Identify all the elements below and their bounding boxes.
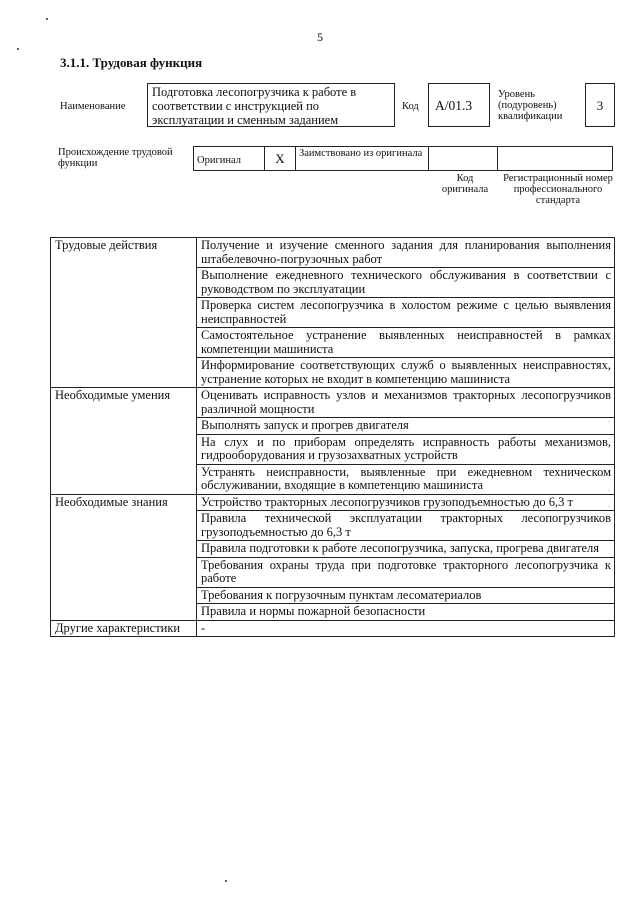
section-item: На слух и по приборам определять исправность работы механизмов, гидрооборудования и грузозахватных устройств: [197, 434, 615, 464]
section-item: Получение и изучение сменного задания для планирования выполнения штабелевочно-погрузочных работ: [197, 238, 615, 268]
level-box: [585, 83, 615, 127]
section-item: Правила технической эксплуатации тракторных лесопогрузчиков грузоподъемностью до 6,3 т: [197, 511, 615, 541]
section-title-cell: Трудовые действия: [51, 238, 197, 388]
origin-table: [193, 146, 613, 171]
borrowed-cell: [296, 147, 429, 171]
original-cell: [194, 147, 265, 171]
borrowed-label: Заимствовано из оригинала: [299, 148, 423, 159]
section-item: Правила подготовки к работе лесопогрузчика, запуска, прогрева двигателя: [197, 541, 615, 558]
function-details-table: [50, 237, 615, 637]
section-item: Оценивать исправность узлов и механизмов тракторных лесопогрузчиков различной мощности: [197, 388, 615, 418]
function-name-value: Подготовка лесопогрузчика к работе в соответствии с инструкцией по эксплуатации и сменным заданием: [152, 85, 357, 127]
section-item: Выполнение ежедневного технического обслуживания в соответствии с руководством по эксплуатации: [197, 268, 615, 298]
level-label: Уровень (подуровень) квалификации: [498, 89, 563, 122]
section-title-cell: Другие характеристики: [51, 620, 197, 637]
section-item: Требования к погрузочным пунктам лесоматериалов: [197, 587, 615, 604]
section-item: Выполнять запуск и прогрев двигателя: [197, 418, 615, 435]
original-code-cell: [429, 147, 498, 171]
page-number: 5: [317, 30, 323, 44]
original-label: Оригинал: [197, 154, 241, 166]
original-mark-cell: [265, 147, 296, 171]
origin-label: Происхождение трудовой функции: [58, 147, 173, 169]
section-title: 3.1.1. Трудовая функция: [60, 55, 203, 70]
section-item: Проверка систем лесопогрузчика в холостом режиме с целью выявления неисправностей: [197, 298, 615, 328]
section-title-cell: Необходимые умения: [51, 388, 197, 495]
scan-speck: [225, 880, 227, 882]
section-item: Устройство тракторных лесопогрузчиков грузоподъемностью до 6,3 т: [197, 494, 615, 511]
scan-speck: [46, 18, 48, 20]
table-row: [51, 494, 615, 511]
scan-speck: [17, 48, 19, 50]
section-item: Правила и нормы пожарной безопасности: [197, 604, 615, 621]
section-item: Самостоятельное устранение выявленных неисправностей в рамках компетенции машиниста: [197, 328, 615, 358]
table-row: [51, 238, 615, 268]
level-value: 3: [596, 98, 604, 113]
section-item: Устранять неисправности, выявленные при ежедневном техническом обслуживании, входящие в компетенцию машиниста: [197, 464, 615, 494]
code-caption: Код оригинала: [441, 173, 489, 195]
name-label: Наименование: [60, 101, 126, 112]
original-mark: X: [275, 150, 285, 166]
code-box: [428, 83, 490, 127]
reg-caption: Регистрационный номер профессионального стандарта: [503, 173, 613, 206]
function-name-box: [147, 83, 395, 127]
code-value: А/01.3: [435, 98, 473, 113]
code-label: Код: [402, 101, 419, 112]
table-row: [51, 388, 615, 418]
table-row: [51, 620, 615, 637]
section-item: Требования охраны труда при подготовке тракторного лесопогрузчика к работе: [197, 557, 615, 587]
section-item: Информирование соответствующих служб о выявленных неисправностях, устранение которых не входит в компетенцию машиниста: [197, 358, 615, 388]
section-item: -: [197, 620, 615, 637]
reg-number-cell: [498, 147, 613, 171]
section-title-cell: Необходимые знания: [51, 494, 197, 620]
